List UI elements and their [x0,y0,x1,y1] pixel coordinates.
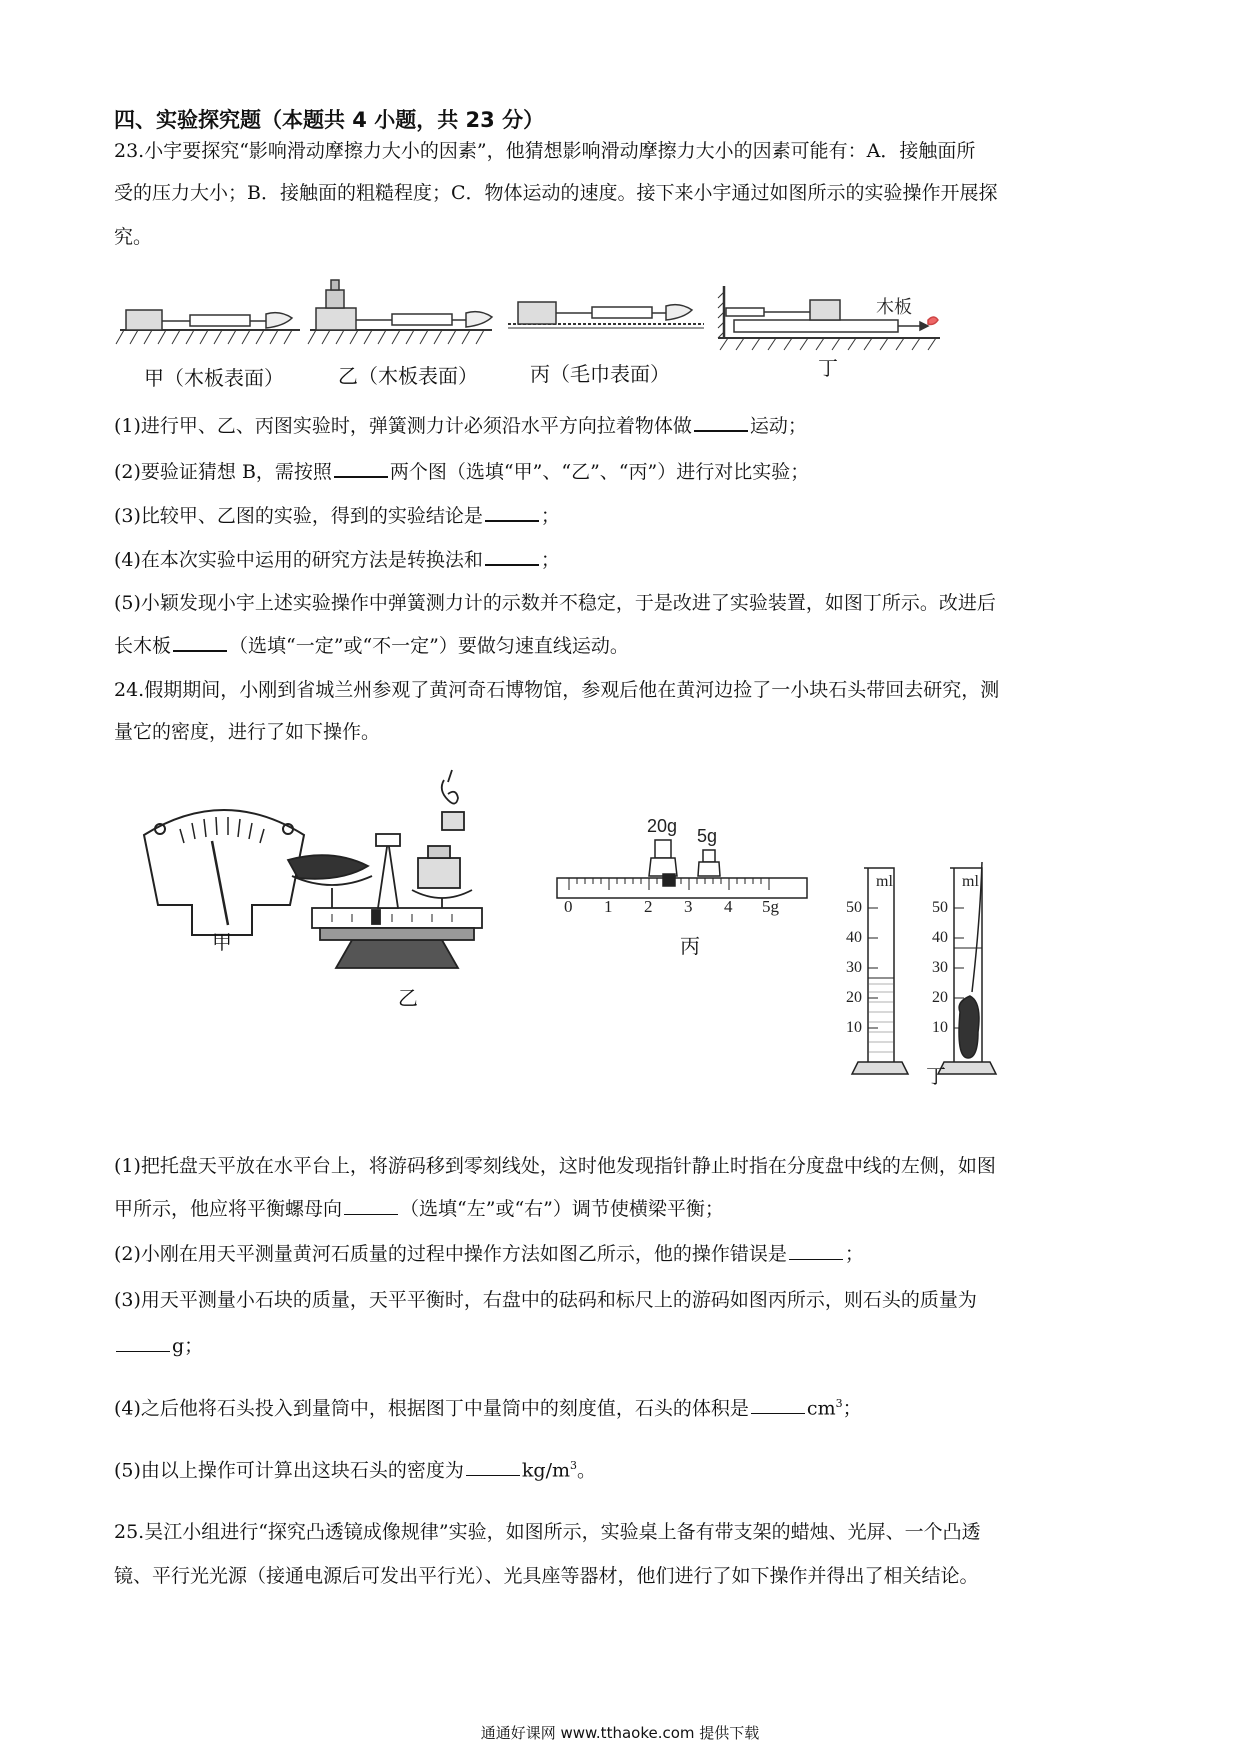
q24-sub-3-after: g； [172,1335,204,1357]
cylinder-tick-20-left: 20 [846,989,862,1006]
q24-sub-1-line-1: (1)把托盘天平放在水平台上，将游码移到零刻线处，这时他发现指针静止时指在分度盘中线的左侧，如图 [114,1155,996,1177]
answer-blank[interactable] [334,458,388,478]
cylinder-tick-10-left: 10 [846,1019,862,1036]
setup-ding [718,286,940,350]
cylinder-tick-50-right: 50 [932,899,948,916]
weights-and-rider-figure [555,808,815,918]
setup-jia [116,310,300,344]
answer-blank[interactable] [344,1196,398,1215]
cylinder-tick-30-left: 30 [846,959,862,976]
setup-yi [308,280,492,344]
balance-with-stone-figure [292,770,522,980]
cylinder-tick-30-right: 30 [932,959,948,976]
q24-sub-4 [114,1390,862,1422]
q24-sub-3-line-2 [114,1332,203,1360]
weight-5g-label: 5g [697,826,718,846]
answer-blank[interactable] [789,1241,843,1260]
cylinder-tick-10-right: 10 [932,1019,948,1036]
weight-20g-label: 20g [647,816,678,836]
q24-sub-4-unit-sup: 3 [835,1397,843,1410]
caption-bing-2: 丙 [680,934,700,958]
q23-sub-2 [114,458,809,486]
caption-jia-2: 甲 [212,930,232,954]
answer-blank[interactable] [485,546,539,566]
q23-text-line-3: 究。 [114,226,153,248]
section-title: 四、实验探究题（本题共 4 小题，共 23 分） [114,108,545,132]
board-label: 木板 [876,297,912,318]
cylinder-tick-20-right: 20 [932,989,948,1006]
q23-sub-4 [114,546,560,574]
q23-sub-2-after: 两个图（选填“甲”、“乙”、“丙”）进行对比实验； [389,461,810,483]
caption-jia: 甲（木板表面） [144,366,284,390]
cylinder-unit-left: ml [876,873,893,890]
q23-sub-5-line-2 [114,632,629,660]
answer-blank[interactable] [116,1333,170,1352]
page-footer: 通通好课网 www.tthaoke.com 提供下载 [480,1724,760,1742]
scale-tick-2: 2 [644,897,653,916]
q23-sub-3-before: (3)比较甲、乙图的实验，得到的实验结论是 [114,505,483,527]
scale-tick-1: 1 [604,897,613,916]
answer-blank[interactable] [173,632,227,652]
q25-text-line-2: 镜、平行光光源（接通电源后可发出平行光）、光具座等器材，他们进行了如下操作并得出了相关结论。 [114,1565,979,1587]
q23-sub-1-before: (1)进行甲、乙、丙图实验时，弹簧测力计必须沿水平方向拉着物体做 [114,415,692,437]
answer-blank[interactable] [694,412,748,432]
q24-sub-5-unit-sup: 3 [570,1459,578,1472]
q23-sub-5-after: （选填“一定”或“不一定”）要做匀速直线运动。 [229,635,629,657]
q25-text-line-1: 25.吴江小组进行“探究凸透镜成像规律”实验，如图所示，实验桌上备有带支架的蜡烛、光屏、一个凸透 [114,1521,981,1543]
q24-sub-4-after: ； [842,1397,862,1420]
q23-sub-2-before: (2)要验证猜想 B，需按照 [114,461,332,483]
q24-sub-5-unit: kg/m [521,1459,571,1482]
q24-text-line-1: 24.假期期间，小刚到省城兰州参观了黄河奇石博物馆，参观后他在黄河边捡了一小块石头带回去研究，测 [114,679,1000,701]
q24-sub-1-before: 甲所示，他应将平衡螺母向 [114,1198,343,1220]
scale-tick-4: 4 [724,897,733,916]
q24-sub-4-unit: cm [806,1397,836,1420]
q24-sub-4-before: (4)之后他将石头投入到量筒中，根据图丁中量筒中的刻度值，石头的体积是 [114,1397,749,1420]
q24-sub-5-before: (5)由以上操作可计算出这块石头的密度为 [114,1459,464,1482]
q23-sub-1 [114,412,807,440]
cylinder-tick-40-left: 40 [846,929,862,946]
q23-sub-4-before: (4)在本次实验中运用的研究方法是转换法和 [114,549,483,571]
cylinder-tick-40-right: 40 [932,929,948,946]
cylinder-tick-50-left: 50 [846,899,862,916]
caption-bing: 丙（毛巾表面） [530,362,670,386]
answer-blank[interactable] [485,502,539,522]
scale-tick-3: 3 [684,897,693,916]
scale-tick-5g: 5g [762,897,779,916]
caption-yi: 乙（木板表面） [338,364,478,388]
q23-sub-4-after: ； [540,549,560,571]
q23-sub-5-line-1: (5)小颖发现小宇上述实验操作中弹簧测力计的示数并不稳定，于是改进了实验装置，如图丁所示。改进后 [114,592,996,614]
q24-sub-3-line-1: (3)用天平测量小石块的质量，天平平衡时，右盘中的砝码和标尺上的游码如图丙所示，则石头的质量为 [114,1289,977,1311]
balance-scale-dial-figure [140,795,310,935]
cylinder-unit-right: ml [962,873,979,890]
q23-text-line-2: 受的压力大小；B．接触面的粗糙程度；C．物体运动的速度。接下来小宇通过如图所示的实验操作开展探 [114,182,998,204]
caption-ding: 丁 [818,356,838,380]
q24-text-line-2: 量它的密度，进行了如下操作。 [114,721,381,743]
q23-text-line-1: 23.小宇要探究“影响滑动摩擦力大小的因素”，他猜想影响滑动摩擦力大小的因素可能有：A．接触面所 [114,140,976,162]
scale-tick-0: 0 [564,897,573,916]
q24-sub-2-before: (2)小刚在用天平测量黄河石质量的过程中操作方法如图乙所示，他的操作错误是 [114,1243,787,1265]
graduated-cylinder-figure [832,862,1012,1072]
q24-sub-5-after: 。 [577,1459,597,1482]
answer-blank[interactable] [751,1395,805,1414]
q24-sub-2 [114,1240,864,1268]
q24-sub-1-after: （选填“左”或“右”）调节使横梁平衡； [400,1198,724,1220]
q24-sub-1-line-2 [114,1195,724,1223]
q24-sub-5 [114,1452,596,1484]
q23-sub-1-after: 运动； [749,415,807,437]
caption-ding-2: 丁 [926,1064,946,1088]
answer-blank[interactable] [466,1457,520,1476]
q23-sub-5-before: 长木板 [114,635,172,657]
setup-bing [508,302,704,328]
q23-sub-3-after: ； [540,505,560,527]
caption-yi-2: 乙 [398,986,418,1010]
q24-sub-2-after: ； [844,1243,864,1265]
q23-sub-3 [114,502,560,530]
